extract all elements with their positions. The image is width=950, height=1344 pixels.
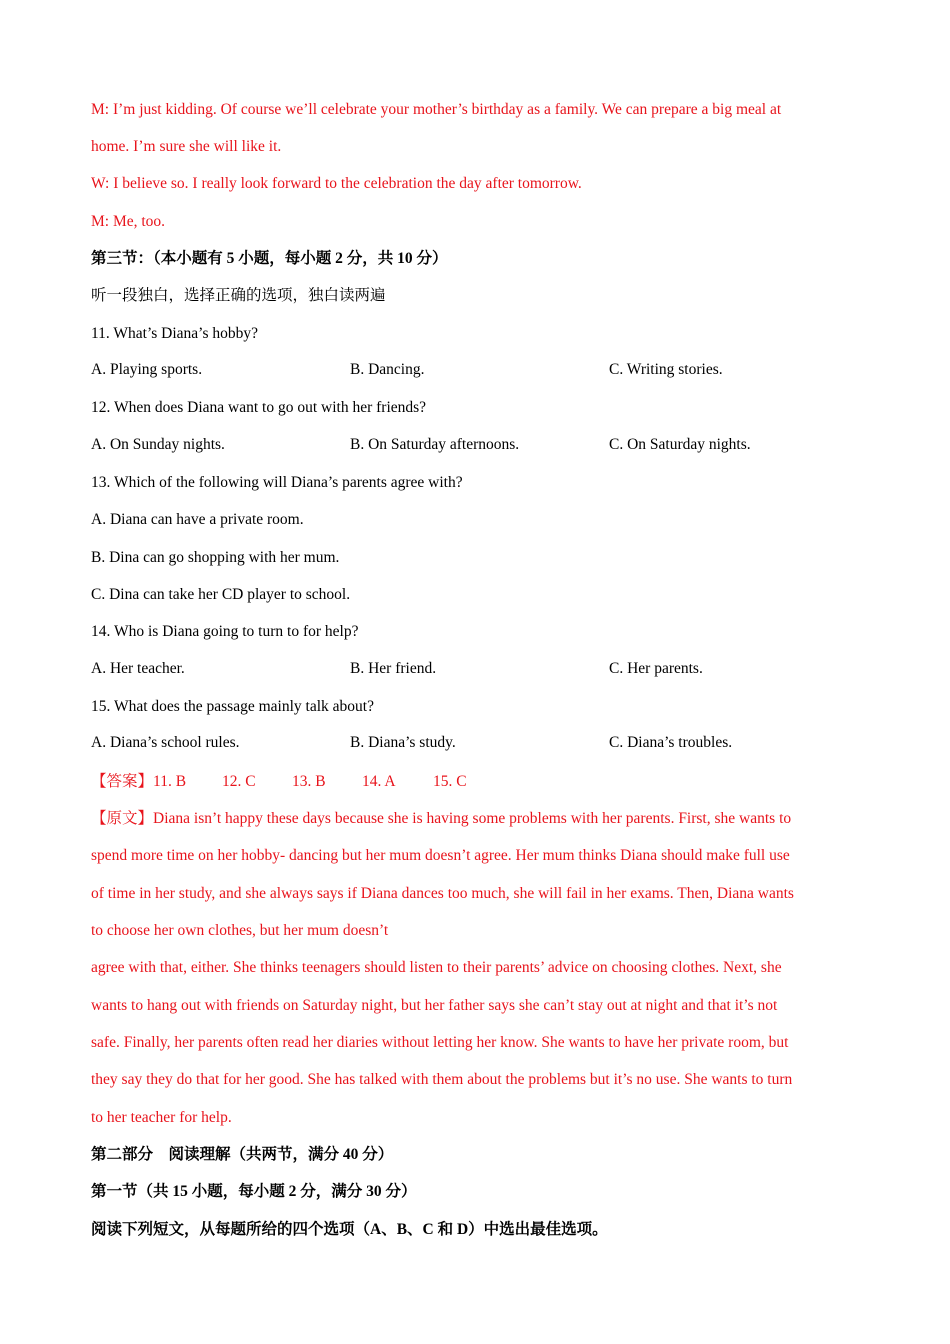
option-12-b: B. On Saturday afternoons.	[350, 436, 520, 453]
transcript-text: Diana isn’t happy these days because she is having some problems with her parents. First, she wants to	[153, 810, 792, 827]
section-heading: 第三节：（本小题有 5 小题，每小题 2 分，共 10 分）	[91, 250, 448, 267]
answer-item: 12. C	[222, 773, 256, 790]
option-14-b: B. Her friend.	[350, 660, 437, 677]
transcript-line: agree with that, either. She thinks teenagers should listen to their parents’ advice on choosing clothes. Next, she	[91, 959, 782, 976]
option-11-a: A. Playing sports.	[91, 361, 203, 378]
transcript-line: safe. Finally, her parents often read her diaries without letting her know. She wants to have her private room, but	[91, 1034, 789, 1051]
answer-item: 15. C	[433, 773, 467, 790]
answer-item: 14. A	[362, 773, 396, 790]
transcript-line: to choose her own clothes, but her mum doesn’t	[91, 922, 389, 939]
dialogue-line: M: Me, too.	[91, 213, 166, 230]
transcript-line: to her teacher for help.	[91, 1109, 232, 1126]
transcript-line	[91, 809, 791, 829]
part-heading: 第二部分 阅读理解（共两节，满分 40 分）	[91, 1146, 394, 1163]
option-12-a: A. On Sunday nights.	[91, 436, 225, 453]
option-11-b: B. Dancing.	[350, 361, 425, 378]
dialogue-line: home. I’m sure she will like it.	[91, 138, 282, 155]
option-14-c: C. Her parents.	[609, 660, 703, 677]
dialogue-line: M: I’m just kidding. Of course we’ll celebrate your mother’s birthday as a family. We can prepare a big meal at	[91, 101, 782, 118]
option-12-c: C. On Saturday nights.	[609, 436, 751, 453]
section-instruction: 听一段独白，选择正确的选项，独白读两遍	[91, 287, 386, 304]
option-13-b: B. Dina can go shopping with her mum.	[91, 549, 340, 566]
option-11-c: C. Writing stories.	[609, 361, 723, 378]
dialogue-line: W: I believe so. I really look forward to the celebration the day after tomorrow.	[91, 175, 582, 192]
question-11: 11. What’s Diana’s hobby?	[91, 325, 259, 342]
answer-item: 11. B	[153, 773, 187, 790]
transcript-line: wants to hang out with friends on Saturday night, but her father says she can’t stay out at night and that it’s not	[91, 997, 778, 1014]
section-instruction: 阅读下列短文，从每题所给的四个选项（A、B、C 和 D）中选出最佳选项。	[91, 1221, 608, 1238]
section-heading: 第一节（共 15 小题，每小题 2 分，满分 30 分）	[91, 1183, 417, 1200]
option-14-a: A. Her teacher.	[91, 660, 185, 677]
answer-item: 13. B	[292, 773, 326, 790]
option-13-c: C. Dina can take her CD player to school.	[91, 586, 351, 603]
transcript-label: 【原文】	[91, 810, 154, 827]
question-13: 13. Which of the following will Diana’s parents agree with?	[91, 474, 463, 491]
option-15-a: A. Diana’s school rules.	[91, 734, 240, 751]
question-12: 12. When does Diana want to go out with her friends?	[91, 399, 427, 416]
transcript-line: they say they do that for her good. She has talked with them about the problems but it’s no use. She wants to turn	[91, 1071, 793, 1088]
option-13-a: A. Diana can have a private room.	[91, 511, 304, 528]
question-14: 14. Who is Diana going to turn to for help?	[91, 623, 359, 640]
answer-label: 【答案】	[91, 773, 154, 790]
question-15: 15. What does the passage mainly talk about?	[91, 698, 374, 715]
transcript-line: spend more time on her hobby- dancing but her mum doesn’t agree. Her mum thinks Diana should make full use	[91, 847, 790, 864]
option-15-b: B. Diana’s study.	[350, 734, 456, 751]
transcript-line: of time in her study, and she always says if Diana dances too much, she will fail in her exams. Then, Diana wants	[91, 885, 794, 902]
answer-key	[91, 772, 467, 792]
option-15-c: C. Diana’s troubles.	[609, 734, 733, 751]
